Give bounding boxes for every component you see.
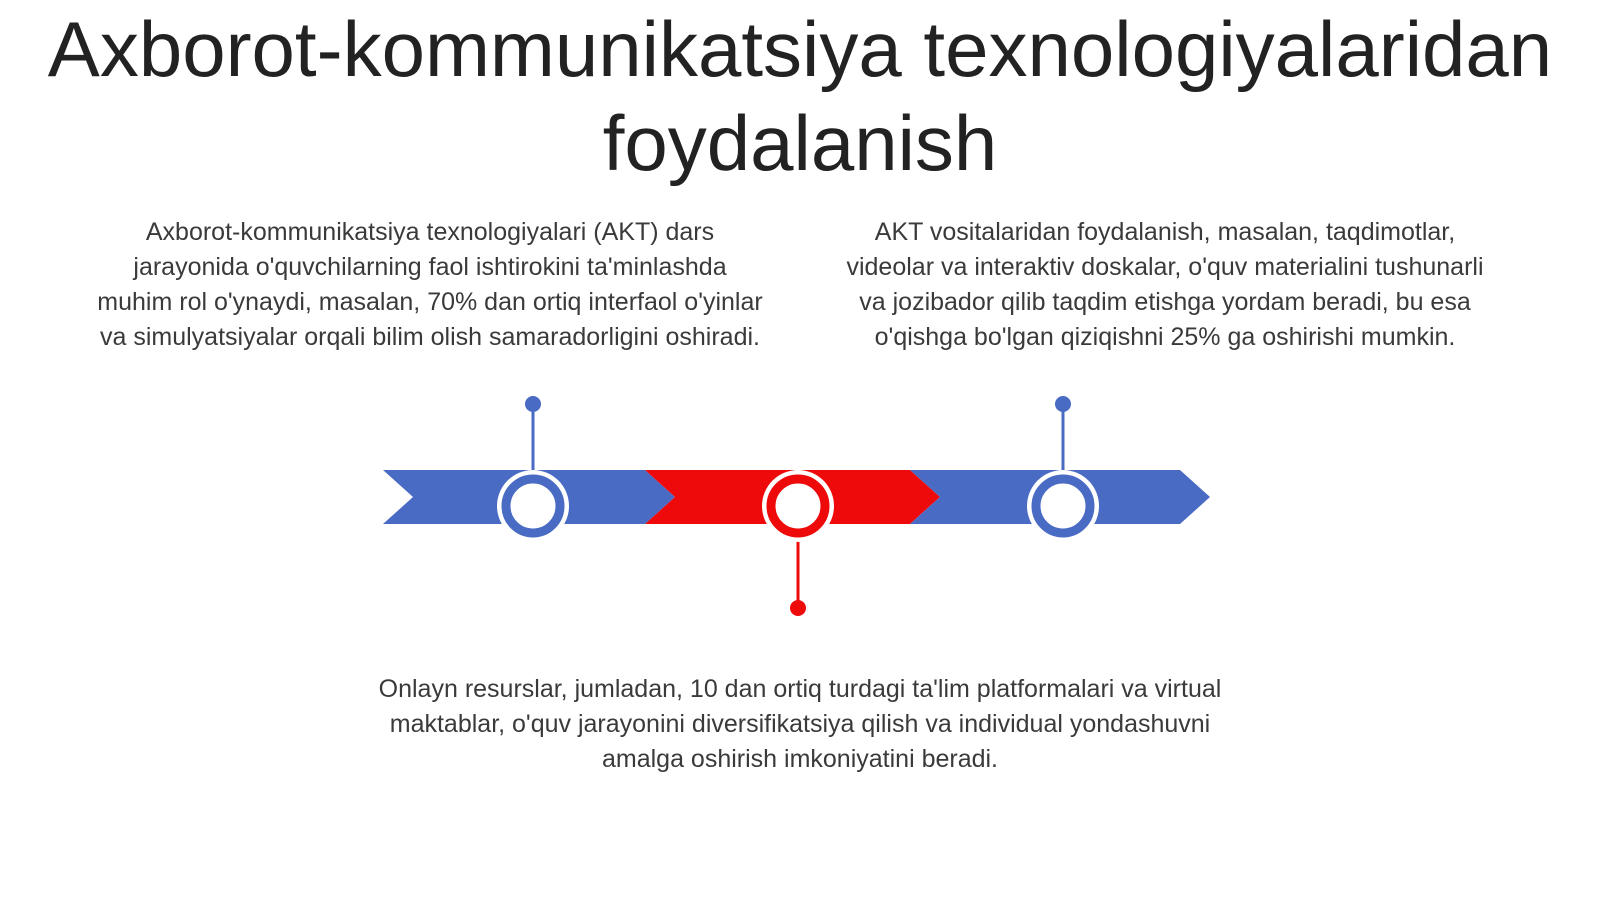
timeline-text-3: AKT vositalaridan foydalanish, masalan, taqdimotlar, videolar va interaktiv doskalar, o'quv materialini tushunarli va jozibador qilib taqdim etishga yordam beradi, bu esa o'qishga bo'lgan qiziqishni 25% ga oshirishi mumkin. (846, 218, 1484, 351)
connector-dot-1 (525, 396, 541, 412)
timeline-text-2: Onlayn resurslar, jumladan, 10 dan ortiq turdagi ta'lim platformalari va virtual maktablar, o'quv jarayonini diversifikatsiya qilish va individual yondashuvni amalga oshirish imkoniyatini beradi. (378, 675, 1222, 773)
milestone-circle-3 (1036, 479, 1090, 533)
connector-dot-3 (1055, 396, 1071, 412)
milestone-circle-2 (771, 479, 825, 533)
milestone-circle-1 (506, 479, 560, 533)
timeline-text-1: Axborot-kommunikatsiya texnologiyalari (AKT) dars jarayonida o'quvchilarning faol ishtirokini ta'minlashda muhim rol o'ynaydi, masalan, 70% dan ortiq interfaol o'yinlar va simulyatsiyalar orqali bilim olish samaradorligini oshiradi. (97, 218, 763, 351)
connector-dot-2 (790, 600, 806, 616)
page-title: Axborot-kommunikatsiya texnologiyalaridan foydalanish (47, 5, 1553, 187)
